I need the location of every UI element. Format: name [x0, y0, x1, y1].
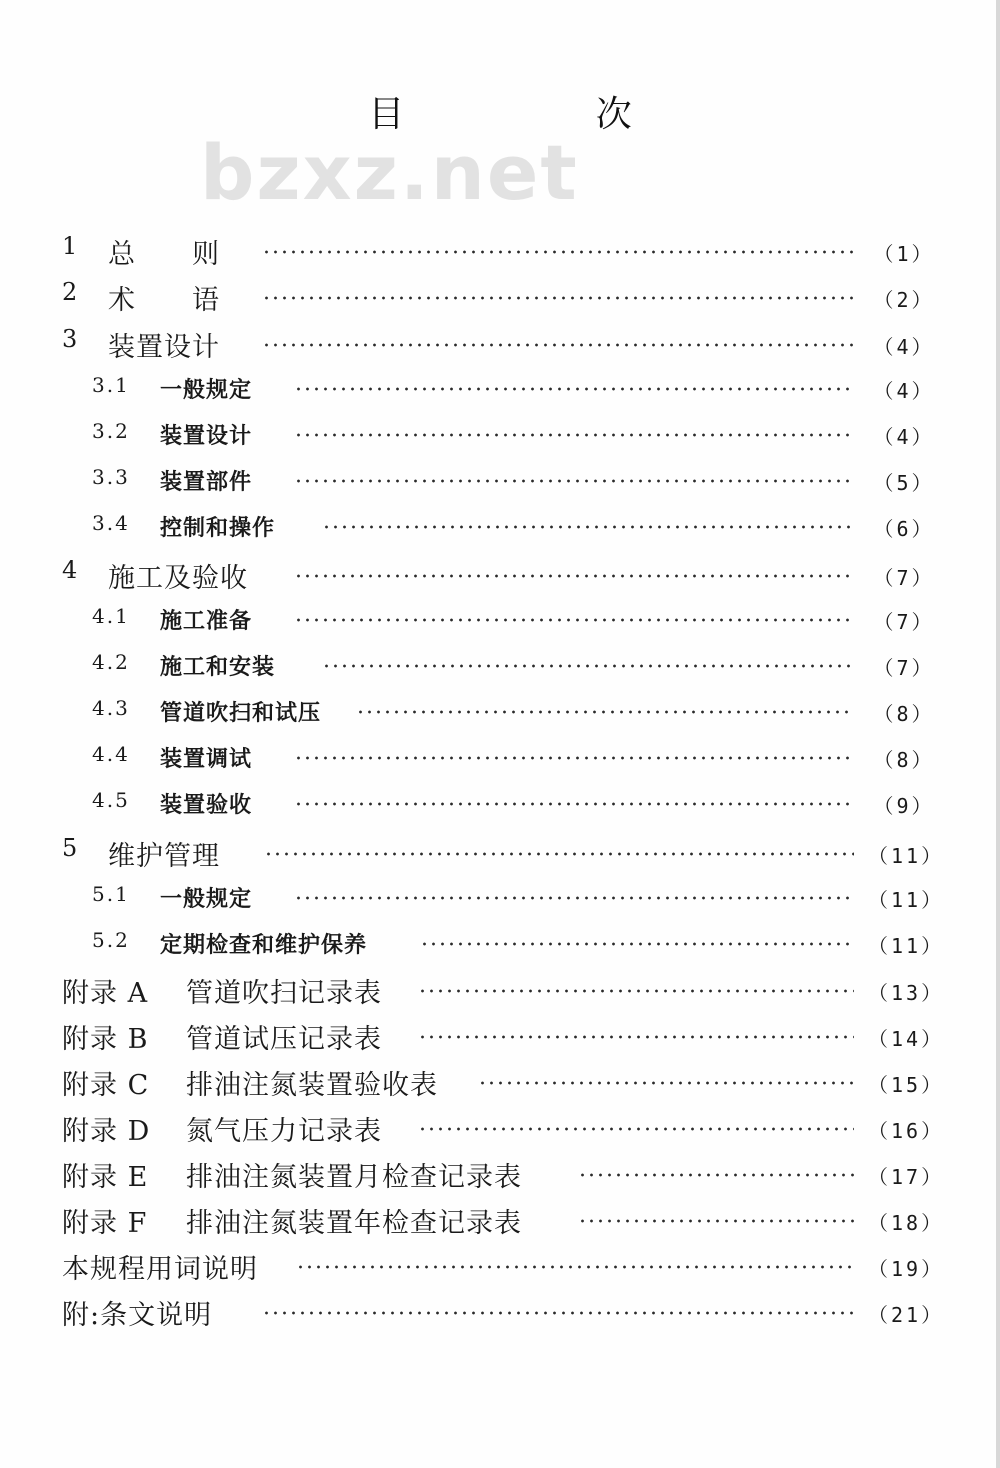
toc-label: 控制和操作 [160, 515, 276, 541]
toc-number: 5 [62, 834, 78, 862]
toc-page-number: （7） [873, 656, 935, 680]
toc-section-3-4[interactable] [0, 511, 1000, 551]
toc-number: 4.5 [92, 788, 130, 812]
dot-leader [262, 1311, 854, 1315]
dot-leader [418, 989, 854, 993]
toc-label: 排油注氮装置月检查记录表 [186, 1162, 522, 1193]
dot-leader [322, 525, 854, 529]
dot-leader [322, 664, 854, 668]
toc-label: 装置调试 [160, 746, 253, 772]
dot-leader [418, 1127, 854, 1131]
toc-label: 装置设计 [160, 423, 253, 449]
toc-page-number: （17） [868, 1165, 945, 1189]
toc-number: 4.2 [92, 650, 130, 674]
toc-page-number: （4） [873, 379, 935, 403]
toc-section-4-5[interactable] [0, 788, 1000, 828]
dot-leader [294, 802, 854, 806]
toc-label: 术 语 [108, 285, 220, 316]
dot-leader [294, 433, 854, 437]
toc-label: 排油注氮装置验收表 [186, 1070, 438, 1101]
dot-leader [420, 942, 854, 946]
toc-appendix-f[interactable] [0, 1201, 1000, 1241]
dot-leader [262, 296, 854, 300]
toc-label: 施工准备 [160, 608, 253, 634]
toc-chapter-2[interactable] [0, 278, 1000, 318]
toc-number: 3.3 [92, 465, 130, 489]
dot-leader [262, 343, 854, 347]
toc-page-number: （4） [873, 335, 935, 359]
toc-chapter-3[interactable] [0, 325, 1000, 365]
toc-appendix-c[interactable] [0, 1063, 1000, 1103]
toc-page-number: （21） [868, 1303, 945, 1327]
dot-leader [264, 852, 854, 856]
toc-label: 一般规定 [160, 377, 253, 403]
toc-page-number: （14） [868, 1027, 945, 1051]
toc-page-number: （16） [868, 1119, 945, 1143]
toc-number: 4 [62, 556, 78, 584]
toc-page-number: （5） [873, 471, 935, 495]
toc-number: 附录 F [62, 1208, 148, 1239]
toc-section-5-1[interactable] [0, 882, 1000, 922]
toc-section-4-2[interactable] [0, 650, 1000, 690]
toc-label: 维护管理 [108, 841, 220, 872]
toc-label: 排油注氮装置年检查记录表 [186, 1208, 522, 1239]
dot-leader [294, 574, 854, 578]
toc-number: 4.1 [92, 604, 130, 628]
toc-number: 4.4 [92, 742, 130, 766]
watermark: bzxz.net [200, 128, 579, 217]
toc-page-number: （19） [868, 1257, 945, 1281]
toc-page-number: （8） [873, 702, 935, 726]
dot-leader [294, 479, 854, 483]
toc-label: 装置验收 [160, 792, 253, 818]
toc-label: 施工及验收 [108, 563, 248, 594]
toc-section-4-4[interactable] [0, 742, 1000, 782]
toc-page-number: （11） [868, 934, 945, 958]
dot-leader [294, 756, 854, 760]
dot-leader [418, 1035, 854, 1039]
toc-page-number: （11） [868, 888, 945, 912]
dot-leader [294, 618, 854, 622]
toc-page-number: （1） [873, 242, 935, 266]
toc-page-number: （15） [868, 1073, 945, 1097]
toc-number: 3.1 [92, 373, 130, 397]
toc-number: 附录 B [62, 1024, 149, 1055]
dot-leader [294, 387, 854, 391]
toc-label: 施工和安装 [160, 654, 276, 680]
toc-label: 附:条文说明 [62, 1300, 213, 1331]
toc-number: 2 [62, 278, 78, 306]
toc-section-4-3[interactable] [0, 696, 1000, 736]
toc-label: 定期检查和维护保养 [160, 932, 368, 958]
toc-appendix-b[interactable] [0, 1017, 1000, 1057]
toc-number: 1 [62, 232, 78, 260]
toc-section-3-3[interactable] [0, 465, 1000, 505]
toc-page-number: （6） [873, 517, 935, 541]
toc-number: 3.4 [92, 511, 130, 535]
toc-number: 附录 E [62, 1162, 149, 1193]
toc-number: 附录 C [62, 1070, 150, 1101]
toc-label: 装置部件 [160, 469, 253, 495]
toc-appendix-a[interactable] [0, 971, 1000, 1011]
toc-number: 3.2 [92, 419, 130, 443]
toc-label: 管道吹扫和试压 [160, 700, 322, 726]
toc-page-number: （4） [873, 425, 935, 449]
toc-chapter-1[interactable] [0, 232, 1000, 272]
dot-leader [578, 1173, 854, 1177]
toc-label: 装置设计 [108, 332, 220, 363]
toc-section-3-2[interactable] [0, 419, 1000, 459]
toc-label: 氮气压力记录表 [186, 1116, 382, 1147]
toc-page-number: （2） [873, 288, 935, 312]
toc-number: 5.2 [92, 928, 130, 952]
page-title: 目 次 [368, 94, 722, 135]
toc-clause-explanation[interactable] [0, 1293, 1000, 1333]
toc-page-number: （7） [873, 610, 935, 634]
dot-leader [294, 896, 854, 900]
toc-label: 本规程用词说明 [62, 1254, 258, 1285]
toc-number: 4.3 [92, 696, 130, 720]
toc-section-4-1[interactable] [0, 604, 1000, 644]
toc-page-number: （11） [868, 844, 945, 868]
dot-leader [356, 710, 854, 714]
toc-page-number: （13） [868, 981, 945, 1005]
toc-page-number: （7） [873, 566, 935, 590]
dot-leader [478, 1081, 854, 1085]
toc-label: 总 则 [108, 239, 220, 270]
toc-section-3-1[interactable] [0, 373, 1000, 413]
toc-wording-explanation[interactable] [0, 1247, 1000, 1287]
toc-page-number: （18） [868, 1211, 945, 1235]
toc-chapter-4[interactable] [0, 556, 1000, 596]
dot-leader [578, 1219, 854, 1223]
toc-number: 附录 D [62, 1116, 151, 1147]
toc-chapter-5[interactable] [0, 834, 1000, 874]
toc-label: 管道吹扫记录表 [186, 978, 382, 1009]
toc-number: 3 [62, 325, 78, 353]
toc-number: 附录 A [62, 978, 149, 1009]
toc-number: 5.1 [92, 882, 130, 906]
toc-label: 管道试压记录表 [186, 1024, 382, 1055]
toc-page-number: （8） [873, 748, 935, 772]
dot-leader [296, 1265, 854, 1269]
toc-appendix-d[interactable] [0, 1109, 1000, 1149]
toc-label: 一般规定 [160, 886, 253, 912]
dot-leader [262, 250, 854, 254]
toc-appendix-e[interactable] [0, 1155, 1000, 1195]
toc-section-5-2[interactable] [0, 928, 1000, 968]
toc-page-number: （9） [873, 794, 935, 818]
